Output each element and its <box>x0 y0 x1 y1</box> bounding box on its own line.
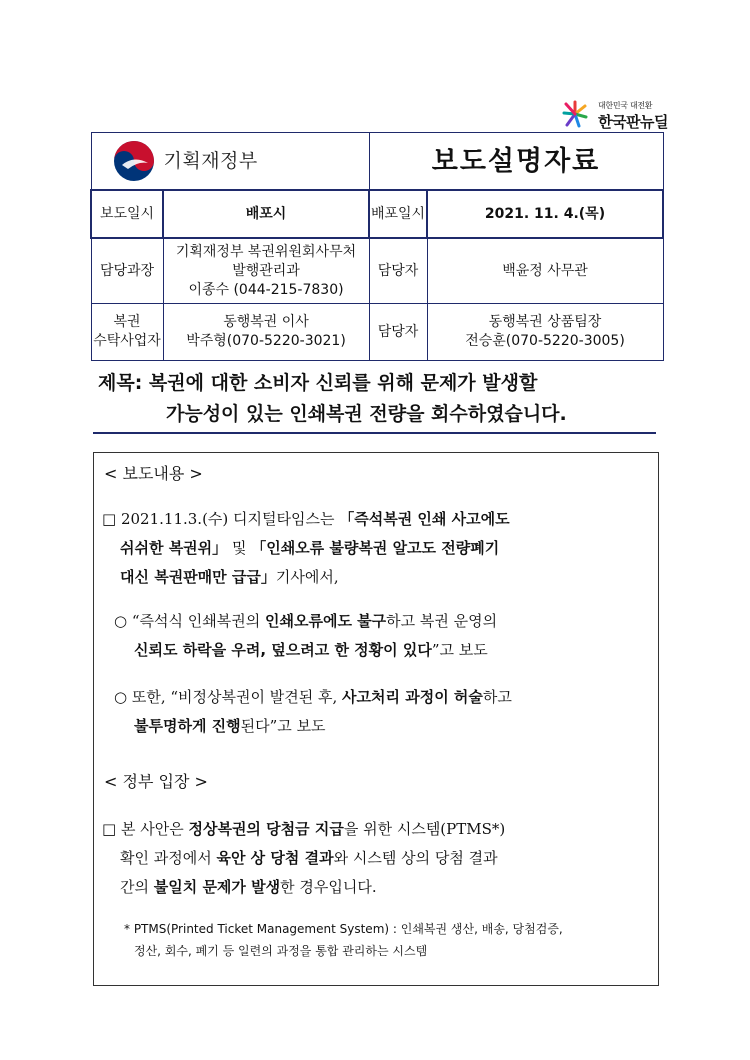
contact2-info <box>427 304 663 361</box>
distribute-value: 2021. 11. 4.(목) <box>427 190 663 238</box>
text-run: 된다”고 보도 <box>240 717 326 735</box>
contractor-label <box>91 304 163 361</box>
paragraph-report-point-1 <box>114 607 497 665</box>
paragraph-line <box>114 607 497 636</box>
text-run: 한 경우입니다. <box>280 878 377 896</box>
text-run: 와 시스템 상의 당첨 결과 <box>333 849 498 867</box>
new-deal-subtitle: 대한민국 대전환 <box>598 101 653 110</box>
square-bullet: □ <box>102 510 117 528</box>
contractor-info <box>163 304 369 361</box>
text-run: 간의 <box>120 878 154 896</box>
subject-line-1: 제목: 복권에 대한 소비자 신뢰를 위해 문제가 발생할 <box>98 372 538 394</box>
paragraph-line <box>114 683 512 712</box>
text-run: 사고처리 과정이 허술 <box>342 688 483 706</box>
text-run: 기사에서, <box>275 568 339 586</box>
text-run: 불일치 문제가 발생 <box>153 878 281 896</box>
paragraph-line <box>114 712 512 741</box>
section-heading-government: < 정부 입장 > <box>104 772 208 791</box>
text-run: 정상복권의 당첨금 지급 <box>188 820 344 838</box>
contact1-value: 백윤정 사무관 <box>427 238 663 304</box>
ministry-cell <box>91 133 369 191</box>
paragraph-government <box>102 815 505 902</box>
circle-bullet: ○ <box>114 688 128 706</box>
release-value: 배포시 <box>163 190 369 238</box>
new-deal-logo <box>562 96 674 132</box>
text-run: 신뢰도 하락을 우려, 덮으려고 한 정황이 있다 <box>134 641 432 659</box>
contact2-line: 동행복권 상품팀장 <box>488 314 602 330</box>
contractor-label-line: 수탁사업자 <box>93 333 161 349</box>
footnote-line: * PTMS(Printed Ticket Management System) : 인쇄복권 생산, 배송, 당첨검증, <box>124 922 563 936</box>
text-run: 불투명하게 진행 <box>134 717 241 735</box>
text-run: 대신 복권판매만 급급」 <box>120 568 276 586</box>
paragraph-line <box>114 636 497 665</box>
contact2-label: 담당자 <box>369 304 427 361</box>
paragraph-line <box>102 815 505 844</box>
footnote <box>124 918 563 962</box>
paragraph-line <box>102 534 510 563</box>
circle-bullet: ○ <box>114 612 128 630</box>
subject-line-2: 가능성이 있는 인쇄복권 전량을 회수하였습니다. <box>166 403 567 425</box>
contact2-line: 전승훈(070-5220-3005) <box>465 333 625 349</box>
distribute-label: 배포일시 <box>369 190 427 238</box>
paragraph-line <box>102 563 510 592</box>
dept-label: 담당과장 <box>91 238 163 304</box>
dept-line: 발행관리과 <box>232 262 300 279</box>
text-run: 또한, “비정상복권이 발견된 후, <box>131 688 343 706</box>
text-run: 쉬쉬한 복권위」 <box>120 539 228 557</box>
contact1-label: 담당자 <box>369 238 427 304</box>
square-bullet: □ <box>102 820 117 838</box>
new-deal-burst-icon <box>562 100 588 128</box>
press-body-box <box>93 452 659 986</box>
text-run: 육안 상 당첨 결과 <box>216 849 334 867</box>
contractor-line: 동행복권 이사 <box>223 314 309 330</box>
release-label: 보도일시 <box>91 190 163 238</box>
paragraph-line <box>102 873 505 902</box>
paragraph-report <box>102 505 510 592</box>
text-run: 2021.11.3.(수) 디지털타임스는 <box>120 510 340 528</box>
text-run: 하고 복권 운영의 <box>386 612 498 630</box>
text-run: 을 위한 시스템(PTMS*) <box>343 820 506 838</box>
paragraph-line <box>102 505 510 534</box>
text-run: 「인쇄오류 불량복권 알고도 전량폐기 <box>251 539 500 557</box>
contractor-label-line: 복권 <box>113 314 141 330</box>
section-heading-report: < 보도내용 > <box>104 464 203 483</box>
subject-underline <box>93 432 656 434</box>
press-header-table <box>90 132 664 361</box>
new-deal-title: 한국판뉴딜 <box>598 113 668 131</box>
text-run: 확인 과정에서 <box>120 849 217 867</box>
ministry-name: 기획재정부 <box>163 149 258 172</box>
contractor-line: 박주형(070-5220-3021) <box>186 333 346 349</box>
text-run: ”고 보도 <box>431 641 488 659</box>
text-run: 하고 <box>482 688 512 706</box>
paragraph-report-point-2 <box>114 683 512 741</box>
dept-info <box>163 238 369 304</box>
dept-line: 기획재정부 복권위원회사무처 <box>175 243 357 260</box>
government-emblem-icon <box>112 139 156 183</box>
text-run: 및 <box>227 539 252 557</box>
text-run: “즉석식 인쇄복권의 <box>131 612 266 630</box>
dept-line: 이종수 (044-215-7830) <box>188 281 344 298</box>
document-title: 보도설명자료 <box>369 133 663 191</box>
text-run: 본 사안은 <box>120 820 189 838</box>
subject <box>98 368 658 430</box>
footnote-line: 정산, 회수, 폐기 등 일련의 과정을 통합 관리하는 시스템 <box>134 944 428 958</box>
text-run: 인쇄오류에도 불구 <box>265 612 387 630</box>
paragraph-line <box>102 844 505 873</box>
text-run: 「즉석복권 인쇄 사고에도 <box>339 510 510 528</box>
